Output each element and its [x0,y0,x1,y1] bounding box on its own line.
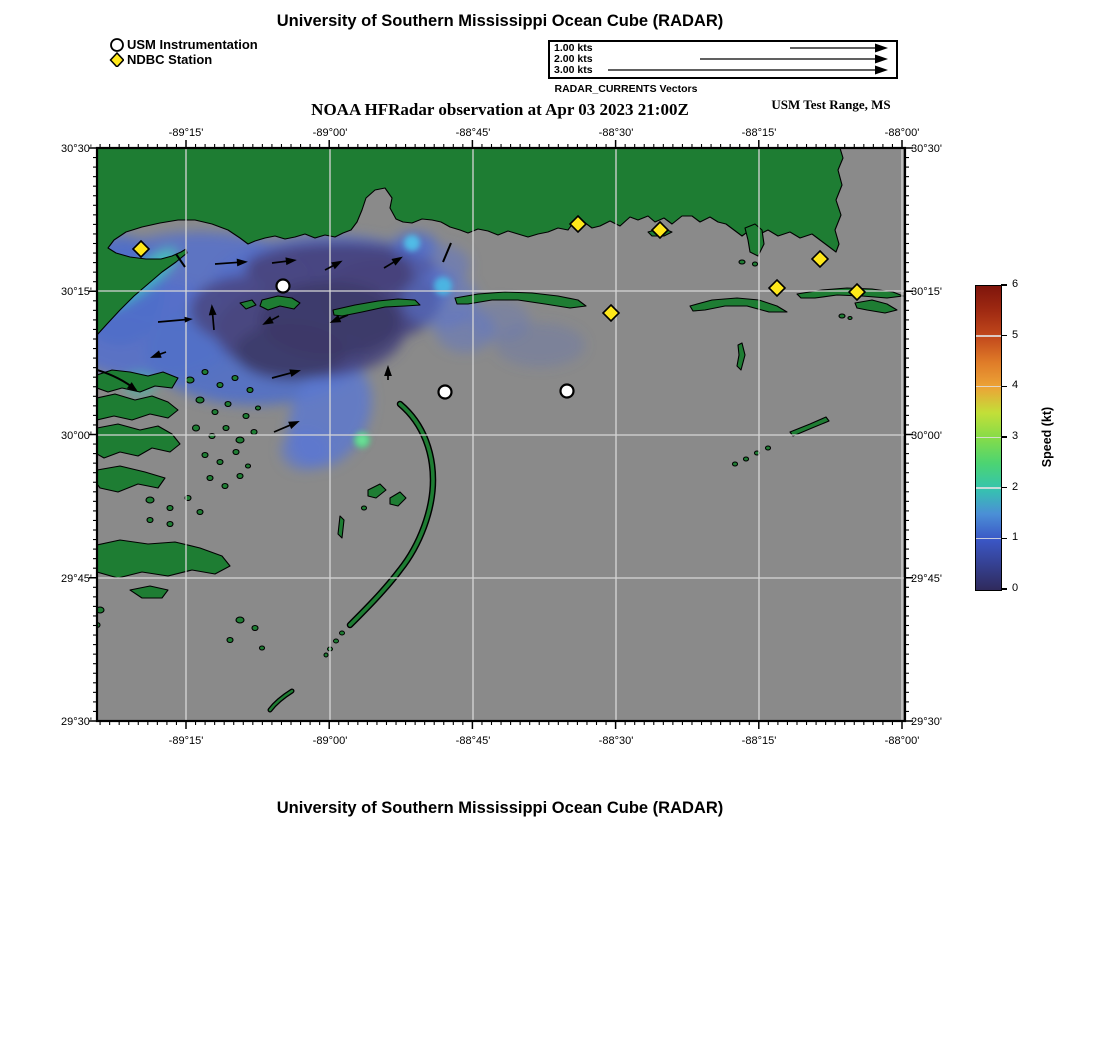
lon-label-top: -88°00' [884,127,920,139]
speed-colorbar [975,285,1002,591]
lon-label-bottom: -88°30' [598,735,634,747]
lon-label-top: -88°15' [741,127,777,139]
colorbar-segment-line [976,538,1001,540]
lon-label-top: -88°45' [455,127,491,139]
lon-label-top: -89°15' [168,127,204,139]
colorbar-tick [1001,487,1007,489]
usm-instrumentation-marker [277,280,290,293]
scale-arrow-head [875,44,888,53]
footer-title: University of Southern Mississippi Ocean Cube (RADAR) [276,799,724,817]
colorbar-segment-line [976,335,1001,337]
usm-instrumentation-marker [561,385,574,398]
colorbar-tick-label: 5 [1012,328,1019,341]
lon-label-bottom: -89°00' [312,735,348,747]
colorbar-tick [1001,436,1007,438]
colorbar-tick-label: 3 [1012,430,1019,442]
lat-label-left: 29°30' [61,716,92,728]
colorbar-tick-label: 4 [1012,379,1019,392]
colorbar-tick-label: 2 [1012,480,1019,493]
colorbar-segment-line [976,487,1001,489]
observation-subtitle: NOAA HFRadar observation at Apr 03 2023 21:00Z [311,100,689,119]
colorbar-tick [1001,538,1007,540]
colorbar-tick [1001,386,1007,388]
lon-label-bottom: -89°15' [168,735,204,747]
scale-label-3kt: 3.00 kts [554,64,593,76]
colorbar-tick-label: 6 [1012,278,1019,290]
colorbar-tick [1001,284,1007,286]
lat-label-right: 30°30' [911,143,942,155]
lat-label-right: 30°00' [911,430,942,442]
page-title: University of Southern Mississippi Ocean Cube (RADAR) [276,12,724,30]
colorbar-tick [1001,335,1007,337]
colorbar-axis-label: Speed (kt) [1040,406,1054,468]
map-legend [108,37,258,67]
lon-label-bottom: -88°45' [455,735,491,747]
lon-label-bottom: -88°00' [884,735,920,747]
scale-arrow-head [875,66,888,75]
lon-label-bottom: -88°15' [741,735,777,747]
scale-label-2kt: 2.00 kts [554,53,593,65]
legend-row-usm [108,37,258,52]
legend-row-ndbc [108,52,258,67]
scale-arrow-head [875,55,888,64]
lon-label-top: -89°00' [312,127,348,139]
lat-label-right: 29°45' [911,573,942,585]
legend-ndbc-label: NDBC Station [127,52,213,67]
lat-label-left: 30°15' [61,286,92,298]
usm-instrumentation-icon [108,37,124,52]
scale-label-1kt: 1.00 kts [554,42,593,54]
lat-label-left: 30°00' [61,430,92,442]
colorbar-gradient [976,286,1001,590]
usm-instrumentation-marker [439,386,452,399]
lon-label-top: -88°30' [598,127,634,139]
legend-usm-label: USM Instrumentation [127,37,258,52]
colorbar-segment-line [976,437,1001,439]
lat-label-right: 29°30' [911,716,942,728]
colorbar-segment-line [976,386,1001,388]
lat-label-right: 30°15' [911,286,942,298]
test-range-label: USM Test Range, MS [771,97,891,112]
colorbar-tick [1001,588,1007,590]
lat-label-left: 29°45' [61,573,92,585]
vector-scale-box [548,40,898,79]
lat-label-left: 30°30' [61,143,92,155]
ndbc-station-icon [108,52,124,67]
scale-reference-arrows [550,42,896,77]
colorbar-tick-label: 1 [1012,531,1019,544]
colorbar-tick-label: 0 [1012,582,1019,594]
vector-scale-caption: RADAR_CURRENTS Vectors [554,83,698,95]
